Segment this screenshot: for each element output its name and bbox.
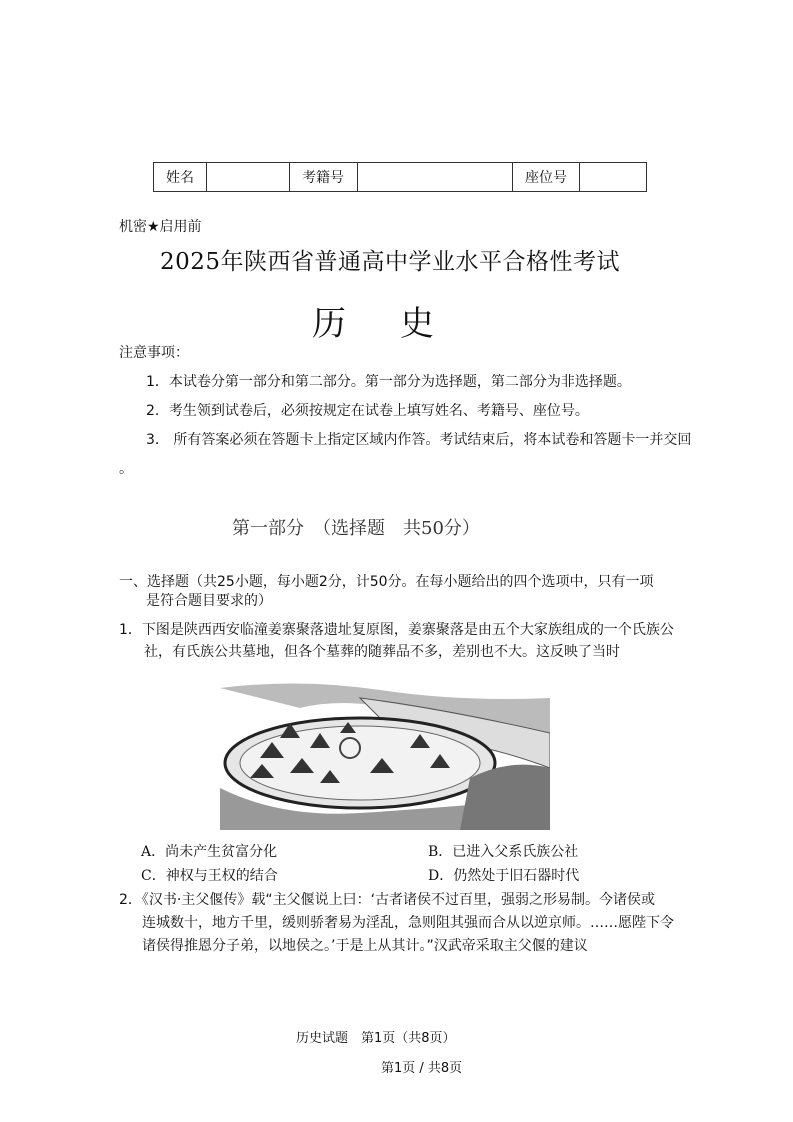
note-item: 1．本试卷分第一部分和第二部分。第一部分为选择题，第二部分为非选择题。 xyxy=(146,374,631,390)
page-counter: 第1页 / 共8页 xyxy=(381,1061,463,1076)
question-1-stem: 1．下图是陕西西安临潼姜寨聚落遗址复原图，姜寨聚落是由五个大家族组成的一个氏族公 xyxy=(119,622,674,638)
question-1-option-a[interactable]: A．尚未产生贫富分化 xyxy=(141,844,278,860)
notes-heading: 注意事项： xyxy=(119,345,189,361)
exam-title: 2025年陕西省普通高中学业水平合格性考试 xyxy=(160,249,621,275)
question-2-stem-cont: 诸侯得推恩分子弟，以地侯之。’于是上从其计。”汉武帝采取主父偃的建议 xyxy=(142,938,588,954)
page-footer-label: 历史试题 第1页（共8页） xyxy=(296,1031,456,1046)
exam-id-label: 考籍号 xyxy=(290,163,358,192)
question-1-option-d[interactable]: D．仍然处于旧石器时代 xyxy=(428,868,580,884)
name-label: 姓名 xyxy=(154,163,207,192)
question-1-option-b[interactable]: B．已进入父系氏族公社 xyxy=(428,844,579,860)
section-instructions-cont: 是符合题目要求的） xyxy=(146,593,272,609)
question-1-option-c[interactable]: C．神权与王权的结合 xyxy=(141,868,278,884)
note-item: 。 xyxy=(119,461,133,477)
subject-char-1: 历 xyxy=(312,304,346,344)
seat-field[interactable] xyxy=(580,163,647,192)
candidate-info-table xyxy=(153,162,647,192)
part-one-heading: 第一部分 （选择题 共50分） xyxy=(232,518,480,539)
note-item: 2．考生领到试卷后，必须按规定在试卷上填写姓名、考籍号、座位号。 xyxy=(146,403,589,419)
subject-char-2: 史 xyxy=(400,304,434,344)
question-1-stem-cont: 社，有氏族公共墓地，但各个墓葬的随葬品不多，差别也不大。这反映了当时 xyxy=(144,644,620,660)
exam-id-field[interactable] xyxy=(358,163,513,192)
note-item: 3． 所有答案必须在答题卡上指定区域内作答。考试结束后，将本试卷和答题卡一并交回 xyxy=(146,432,692,448)
name-field[interactable] xyxy=(207,163,290,192)
confidential-mark: 机密★启用前 xyxy=(119,219,202,235)
question-2-stem: 2．《汉书·主父偃传》载“主父偃说上曰：‘古者诸侯不过百里，强弱之形易制。今诸侯或 xyxy=(119,892,656,908)
jiangzhai-settlement-illustration xyxy=(220,678,550,830)
section-instructions: 一、选择题（共25小题，每小题2分，计50分。在每小题给出的四个选项中，只有一项 xyxy=(119,574,654,590)
seat-label: 座位号 xyxy=(513,163,580,192)
question-2-stem-cont: 连城数十，地方千里，缓则骄奢易为淫乱，急则阻其强而合从以逆京师。……愿陛下令 xyxy=(142,915,674,931)
